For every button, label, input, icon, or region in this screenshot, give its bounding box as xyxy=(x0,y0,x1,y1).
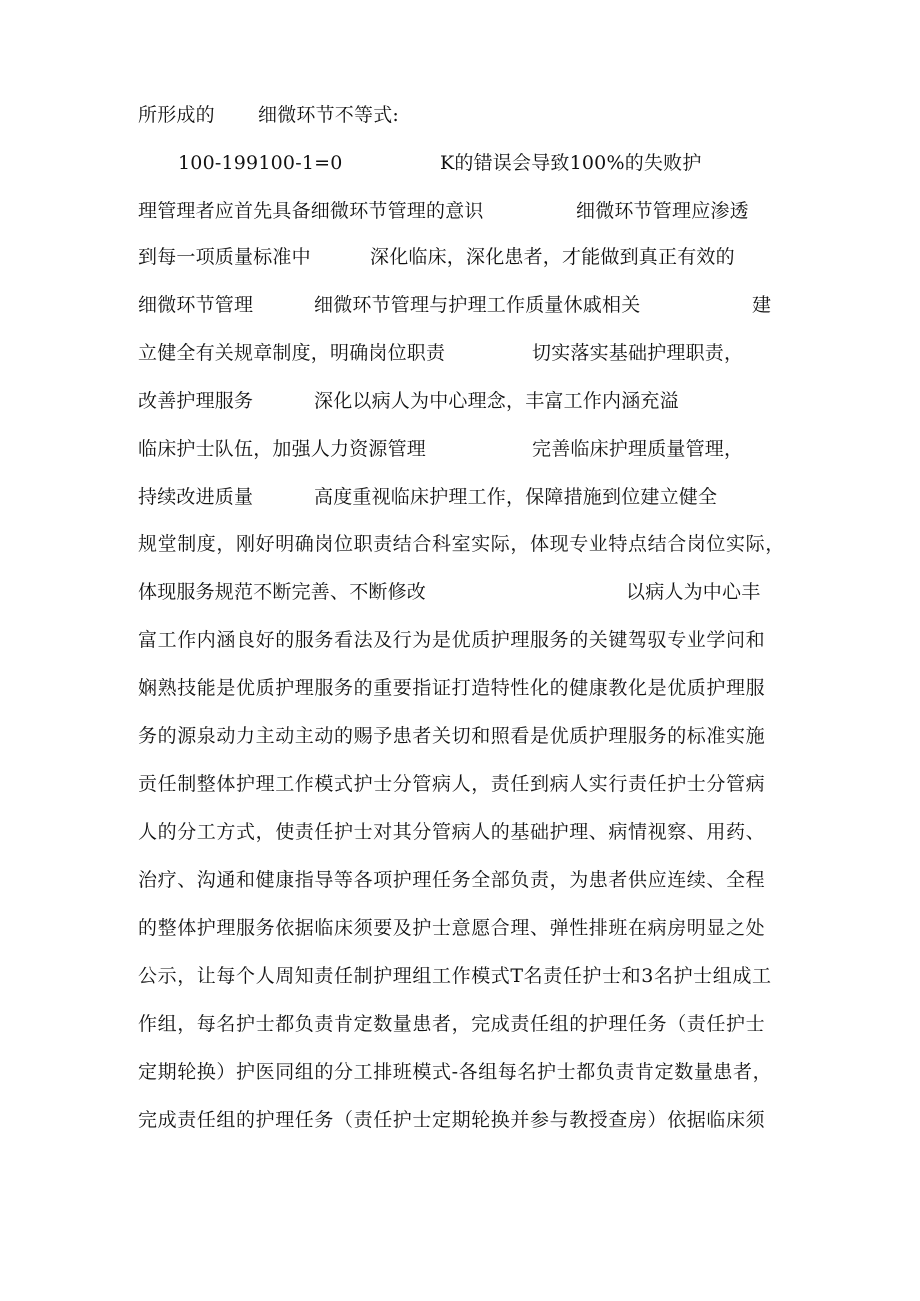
line-19: 公示，让每个人周知责任制护理组工作模式T名责任护士和3名护士组成工 xyxy=(138,965,772,987)
line-4-part-a: 到每一项质量标准中 xyxy=(138,246,311,268)
line-10: 规堂制度，刚好明确岗位职责结合科室实际，体现专业特点结合岗位实际， xyxy=(138,533,785,555)
line-21: 定期轮换）护医同组的分工排班模式-各组每名护士都负责肯定数量患者， xyxy=(138,1061,773,1083)
line-11-part-a: 体现服务规范不断完善、不断修改 xyxy=(138,581,427,603)
line-7-part-a: 改善护理服务 xyxy=(138,390,254,412)
line-9-part-a: 持续改进质量 xyxy=(138,486,254,508)
line-2-part-a: 100-199100-1=0 xyxy=(178,152,343,174)
line-2-part-b: K的错误会导致100%的失败护 xyxy=(440,152,702,174)
line-17: 治疗、沟通和健康指导等各项护理任务全部负责，为患者供应连续、全程 xyxy=(138,869,766,891)
line-6-part-b: 切实落实基础护理职责， xyxy=(532,342,744,364)
line-14: 务的源泉动力主动主动的赐予患者关切和照看是优质护理服务的标准实施 xyxy=(138,725,766,747)
line-8-part-a: 临床护士队伍，加强人力资源管理 xyxy=(138,438,427,460)
line-13: 娴熟技能是优质护理服务的重要指证打造特性化的健康教化是优质护理服 xyxy=(138,677,766,699)
line-12: 富工作内涵良好的服务看法及行为是优质护理服务的关键驾驭专业学问和 xyxy=(138,629,766,651)
line-8-part-b: 完善临床护理质量管理， xyxy=(532,438,744,460)
line-22: 完成责任组的护理任务（责任护士定期轮换并参与教授查房）依据临床须 xyxy=(138,1109,766,1131)
line-5-part-a: 细微环节管理 xyxy=(138,294,254,316)
line-3-part-a: 理管理者应首先具备细微环节管理的意识 xyxy=(138,200,484,222)
line-3-part-b: 细微环节管理应渗透 xyxy=(576,200,749,222)
line-1-part-b: 细微环节不等式: xyxy=(258,104,400,126)
line-4-part-b: 深化临床，深化患者，才能做到真正有效的 xyxy=(370,246,735,268)
line-20: 作组，每名护士都负责肯定数量患者，完成责任组的护理任务（责任护士 xyxy=(138,1013,766,1035)
line-1-part-a: 所形成的 xyxy=(138,104,215,126)
line-15: 贡任制整体护理工作模式护士分管病人，责任到病人实行责任护士分管病 xyxy=(138,773,766,795)
line-6-part-a: 立健全有关规章制度，明确岗位职责 xyxy=(138,342,446,364)
line-9-part-b: 高度重视临床护理工作，保障措施到位建立健全 xyxy=(314,486,718,508)
line-16: 人的分工方式，使责任护士对其分管病人的基础护理、病情视察、用药、 xyxy=(138,821,766,843)
line-5-part-b: 细微环节管理与护理工作质量休戚相关 xyxy=(314,294,641,316)
line-11-part-b: 以病人为中心丰 xyxy=(626,581,761,603)
line-18: 的整体护理服务依据临床须要及护士意愿合理、弹性排班在病房明显之处 xyxy=(138,917,766,939)
line-5-part-c: 建 xyxy=(752,294,772,316)
line-7-part-b: 深化以病人为中心理念，丰富工作内涵充溢 xyxy=(314,390,679,412)
